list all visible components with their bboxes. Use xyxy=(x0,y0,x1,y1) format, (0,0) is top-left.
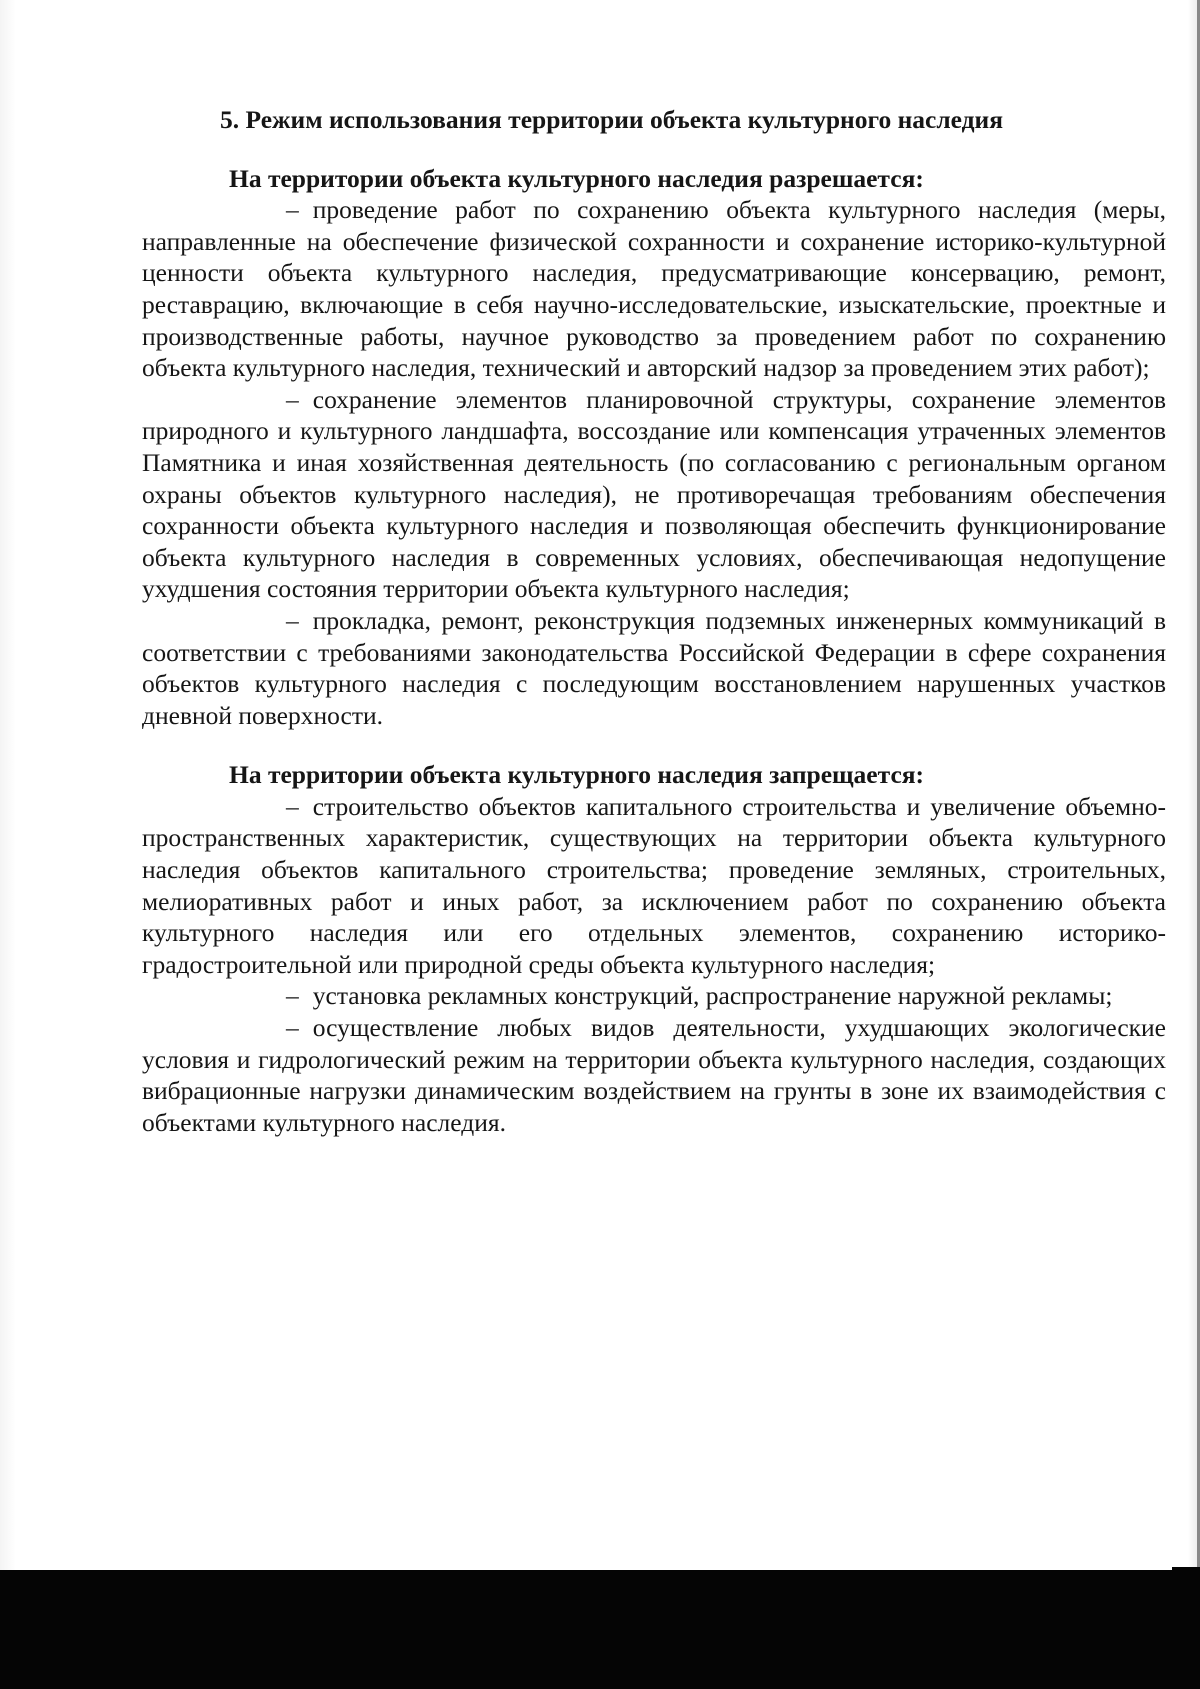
forbidden-heading: На территории объекта культурного наследия запрещается: xyxy=(229,760,925,790)
list-dash: – xyxy=(286,981,299,1011)
allowed-item-2 xyxy=(142,384,1166,605)
forbidden-item-3 xyxy=(142,1012,1166,1138)
allowed-item-1 xyxy=(142,194,1166,384)
allowed-item-3-text: прокладка, ремонт, реконструкция подземных инженерных коммуникаций в соответствии с требованиями законодательства Российской Федерации в сфере сохранения объектов культурного наследия с последующим восстановлением нарушенных участков дневной поверхности. xyxy=(142,605,1166,730)
forbidden-item-1-text: строительство объектов капитального строительства и увеличение объемно-пространственных характеристик, существующих на территории объекта культурного наследия объектов капитального строительства; проведение земляных, строительных, мелиоративных работ и иных работ, за исключением работ по сохранению объекта культурного наследия или его отдельных элементов, сохранению историко-градостроительной или природной среды объекта культурного наследия; xyxy=(142,791,1166,979)
forbidden-item-1 xyxy=(142,791,1166,981)
scan-bottom-border xyxy=(0,1570,1200,1689)
forbidden-item-3-text: осуществление любых видов деятельности, ухудшающих экологические условия и гидрологический режим на территории объекта культурного наследия, создающих вибрационные нагрузки динамическим воздействием на грунты в зоне их взаимодействия с объектами культурного наследия. xyxy=(142,1013,1166,1137)
list-dash: – xyxy=(286,791,299,821)
forbidden-item-2-text: установка рекламных конструкций, распространение наружной рекламы; xyxy=(312,981,1113,1011)
allowed-heading: На территории объекта культурного наследия разрешается: xyxy=(229,163,924,193)
allowed-item-1-text: проведение работ по сохранению объекта культурного наследия (меры, направленные на обеспечение физической сохранности и сохранение историко-культурной ценности объекта культурного наследия, предусматривающие консервацию, ремонт, реставрацию, включающие в себя научно-исследовательские, изыскательские, проектные и производственные работы, научное руководство за проведением работ по сохранению объекта культурного наследия, технический и авторский надзор за проведением этих работ); xyxy=(142,195,1166,383)
list-dash: – xyxy=(286,1013,299,1043)
list-dash: – xyxy=(286,195,299,225)
allowed-item-3 xyxy=(142,605,1166,731)
allowed-item-2-text: сохранение элементов планировочной структуры, сохранение элементов природного и культурного ландшафта, воссоздание или компенсация утраченных элементов Памятника и иная хозяйственная деятельность (по согласованию с региональным органом охраны объектов культурного наследия), не противоречащая требованиям обеспечения сохранности объекта культурного наследия и позволяющая обеспечить функционирование объекта культурного наследия в современных условиях, обеспечивающая недопущение ухудшения состояния территории объекта культурного наследия; xyxy=(142,384,1166,604)
list-dash: – xyxy=(286,384,299,414)
document-body xyxy=(142,104,1166,1138)
list-dash: – xyxy=(286,605,299,635)
section-title: 5. Режим использования территории объекта культурного наследия xyxy=(220,105,1004,134)
forbidden-item-2 xyxy=(142,980,1166,1012)
